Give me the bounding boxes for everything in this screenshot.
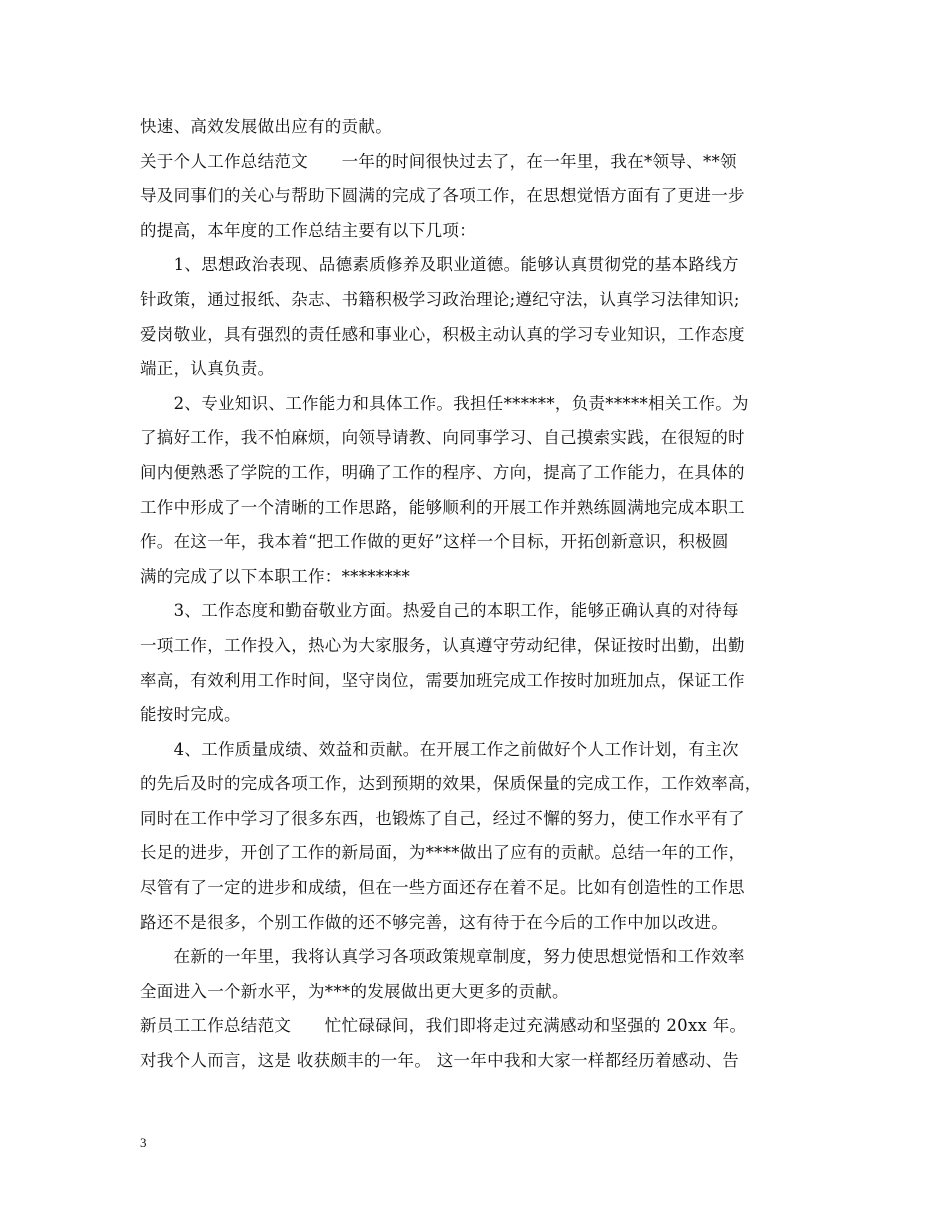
text-line: 全面进入一个新水平，为***的发展做出更大更多的贡献。 bbox=[140, 981, 569, 1001]
text-line: 新员工工作总结范文 忙忙碌碌间，我们即将走过充满感动和坚强的 20xx 年。 bbox=[140, 1016, 747, 1036]
text-line: 3、工作态度和勤奋敬业方面。热爱自己的本职工作，能够正确认真的对待每 bbox=[140, 601, 739, 621]
text-line: 率高，有效利用工作时间，坚守岗位，需要加班完成工作按时加班加点，保证工作 bbox=[140, 670, 745, 690]
text-line: 爱岗敬业，具有强烈的责任感和事业心，积极主动认真的学习专业知识，工作态度 bbox=[140, 324, 745, 344]
text-line: 端正，认真负责。 bbox=[140, 359, 275, 379]
text-line: 导及同事们的关心与帮助下圆满的完成了各项工作，在思想觉悟方面有了更进一步 bbox=[140, 186, 745, 206]
text-line: 关于个人工作总结范文 一年的时间很快过去了，在一年里，我在*领导、**领 bbox=[140, 151, 737, 171]
text-line: 路还不是很多，个别工作做的还不够完善，这有待于在今后的工作中加以改进。 bbox=[140, 912, 728, 932]
text-line: 作。在这一年，我本着“把工作做的更好”这样一个目标，开拓创新意识，积极圆 bbox=[140, 532, 729, 552]
text-line: 尽管有了一定的进步和成绩，但在一些方面还存在着不足。比如有创造性的工作思 bbox=[140, 878, 745, 898]
text-line: 在新的一年里，我将认真学习各项政策规章制度，努力使思想觉悟和工作效率 bbox=[140, 947, 745, 967]
text-line: 的提高，本年度的工作总结主要有以下几项： bbox=[140, 220, 476, 240]
text-line: 4、工作质量成绩、效益和贡献。在开展工作之前做好个人工作计划，有主次 bbox=[140, 739, 739, 759]
text-line: 间内便熟悉了学院的工作，明确了工作的程序、方向，提高了工作能力，在具体的 bbox=[140, 462, 745, 482]
text-line: 一项工作，工作投入，热心为大家服务，认真遵守劳动纪律，保证按时出勤，出勤 bbox=[140, 635, 745, 655]
document-body bbox=[140, 110, 820, 1079]
text-line: 长足的进步，开创了工作的新局面，为****做出了应有的贡献。总结一年的工作， bbox=[140, 843, 746, 863]
text-line: 能按时完成。 bbox=[140, 705, 241, 725]
text-line: 满的完成了以下本职工作：******** bbox=[140, 566, 410, 586]
text-line: 1、思想政治表现、品德素质修养及职业道德。能够认真贯彻党的基本路线方 bbox=[140, 255, 739, 275]
text-line: 工作中形成了一个清晰的工作思路，能够顺利的开展工作并熟练圆满地完成本职工 bbox=[140, 497, 745, 517]
text-line: 针政策，通过报纸、杂志、书籍积极学习政治理论;遵纪守法，认真学习法律知识; bbox=[140, 289, 740, 309]
text-line: 2、专业知识、工作能力和具体工作。我担任******，负责*****相关工作。为 bbox=[140, 393, 749, 413]
text-line: 对我个人而言，这是 收获颇丰的一年。 这一年中我和大家一样都经历着感动、告 bbox=[140, 1051, 740, 1071]
page-number: 3 bbox=[140, 1135, 147, 1150]
text-line: 同时在工作中学习了很多东西，也锻炼了自己，经过不懈的努力，使工作水平有了 bbox=[140, 808, 745, 828]
text-line: 的先后及时的完成各项工作，达到预期的效果，保质保量的完成工作，工作效率高， bbox=[140, 774, 762, 794]
text-line: 快速、高效发展做出应有的贡献。 bbox=[140, 117, 392, 136]
text-line: 了搞好工作，我不怕麻烦，向领导请教、向同事学习、自己摸索实践，在很短的时 bbox=[140, 428, 745, 448]
